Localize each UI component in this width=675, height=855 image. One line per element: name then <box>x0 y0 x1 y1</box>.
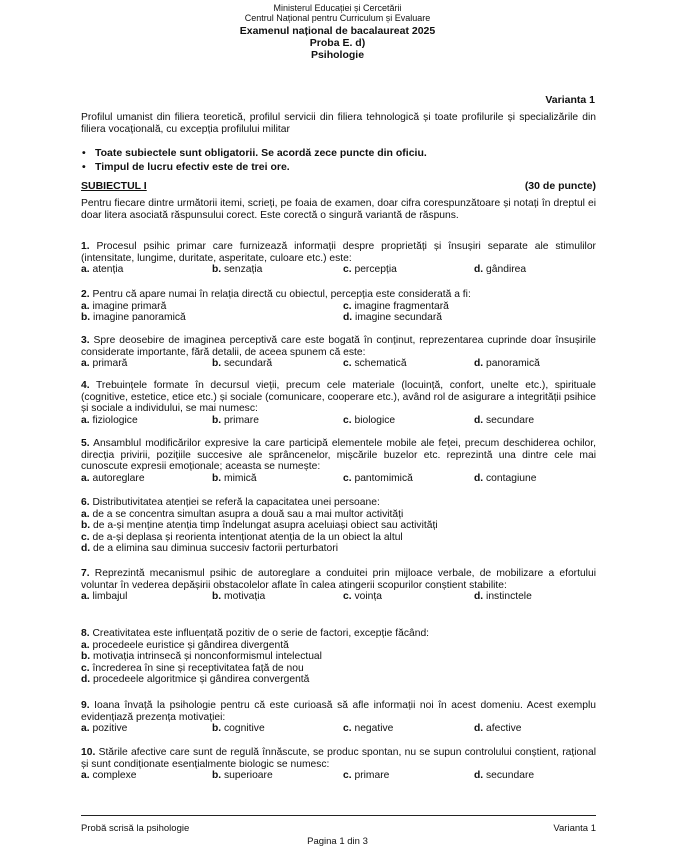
option-letter: c. <box>343 472 352 484</box>
question-text: Creativitatea este influențată pozitiv de o serie de factori, excepție făcând: <box>92 628 430 639</box>
option-c <box>343 301 596 313</box>
question-number: 3. <box>81 335 90 346</box>
option-text: motivația <box>224 591 266 603</box>
option-letter: b. <box>212 770 222 782</box>
option-text: fiziologice <box>92 414 138 426</box>
question-stem <box>81 700 596 723</box>
option-text: motivația intrinsecă și nonconformismul intelectual <box>93 651 322 663</box>
proba-title: Proba E. d) <box>309 37 366 49</box>
option-a <box>81 723 212 735</box>
option-b <box>212 264 343 276</box>
option-text: contagiune <box>486 472 537 484</box>
option-b <box>212 591 343 603</box>
option-text: primare <box>224 414 259 426</box>
option-letter: a. <box>81 264 90 276</box>
option-d <box>474 591 596 603</box>
question-number: 9. <box>81 700 90 711</box>
option-text: pozitive <box>92 723 128 735</box>
question-8 <box>81 628 596 686</box>
question-text: Reprezintă mecanismul psihic de autoreglare a conduitei prin mijloace verbale, de mobilizare a efortului voluntar în vederea depășirii obstacolelor aflate în calea atingerii scopurilor conștient stabilite: <box>81 568 596 591</box>
option-letter: d. <box>474 264 484 276</box>
footer-subject: Probă scrisă la psihologie <box>81 823 190 834</box>
question-4 <box>81 380 596 426</box>
question-number: 6. <box>81 497 90 508</box>
option-d <box>81 543 596 555</box>
option-text: mimică <box>224 472 257 484</box>
option-text: de a se concentra simultan asupra a două sau a mai multor activități <box>92 508 404 520</box>
option-b <box>212 723 343 735</box>
option-a <box>81 415 212 427</box>
option-c <box>81 532 596 544</box>
option-letter: b. <box>212 472 222 484</box>
option-letter: a. <box>81 358 90 370</box>
option-letter: d. <box>343 312 353 324</box>
option-letter: d. <box>81 543 91 555</box>
ministry-name: Ministerul Educației și Cercetării <box>273 3 402 13</box>
option-text: autoreglare <box>92 472 145 484</box>
option-a <box>81 640 596 652</box>
option-letter: b. <box>212 264 222 276</box>
question-1 <box>81 241 596 276</box>
option-text: pantomimică <box>354 472 413 484</box>
option-letter: c. <box>343 414 352 426</box>
option-b <box>81 651 596 663</box>
option-letter: c. <box>81 531 90 543</box>
option-b <box>81 520 596 532</box>
option-d <box>474 770 596 782</box>
question-text: Ioana învață la psihologie pentru că este curioasă să afle informații noi în acest domeniu. Acest exemplu evidențiază prezența motivației: <box>81 700 596 723</box>
option-text: secundare <box>486 414 535 426</box>
option-letter: d. <box>474 414 484 426</box>
option-d <box>81 674 596 686</box>
question-stem <box>81 380 596 415</box>
footer-divider <box>81 815 596 816</box>
option-text: afective <box>486 723 522 735</box>
option-b <box>212 770 343 782</box>
option-text: primară <box>92 358 128 370</box>
option-text: de a-și menține atenția timp îndelungat asupra aceluiași obiect sau activități <box>93 520 438 532</box>
option-text: imagine secundară <box>355 312 443 324</box>
option-c <box>343 415 474 427</box>
question-text: Spre deosebire de imaginea perceptivă care este bogată în conținut, reprezentarea cuprinde doar însușirile considerate importante, fără detalii, de aceea spunem că este: <box>81 335 596 358</box>
question-number: 1. <box>81 241 90 252</box>
option-b <box>212 358 343 370</box>
option-text: încrederea în sine și receptivitatea față de nou <box>92 662 304 674</box>
page-number: Pagina 1 din 3 <box>307 836 368 847</box>
options-row <box>81 473 596 485</box>
option-text: imagine primară <box>92 300 167 312</box>
option-letter: a. <box>81 770 90 782</box>
option-text: procedeele euristice și gândirea divergentă <box>92 639 289 651</box>
option-text: panoramică <box>486 358 540 370</box>
option-a <box>81 301 343 313</box>
option-letter: b. <box>81 651 91 663</box>
question-number: 8. <box>81 628 90 639</box>
option-text: complexe <box>92 770 137 782</box>
option-text: imagine fragmentară <box>354 300 449 312</box>
question-stem <box>81 497 596 509</box>
option-text: secundară <box>224 358 273 370</box>
rules-list <box>81 146 596 174</box>
option-letter: d. <box>474 770 484 782</box>
option-text: secundare <box>486 770 535 782</box>
option-text: negative <box>354 723 394 735</box>
option-b <box>212 415 343 427</box>
option-text: gândirea <box>486 264 527 276</box>
option-letter: b. <box>212 414 222 426</box>
question-number: 7. <box>81 568 90 579</box>
option-text: voința <box>354 591 382 603</box>
option-letter: c. <box>343 264 352 276</box>
question-text: Ansamblul modificărilor expresive la care participă elementele mobile ale feței, precum deschiderea ochilor, direcția privirii, pozițiile succesive ale sprâncenelor, mișcările buzelor etc. reprezintă una dintre cele mai cunoscute expresii emoționale; aceasta se numește: <box>81 438 596 473</box>
option-a <box>81 473 212 485</box>
question-stem <box>81 289 596 301</box>
footer-variant: Varianta 1 <box>553 823 596 834</box>
option-letter: c. <box>81 662 90 674</box>
option-letter: b. <box>81 312 91 324</box>
options-row <box>81 312 596 324</box>
option-d <box>474 723 596 735</box>
question-9 <box>81 700 596 735</box>
option-letter: a. <box>81 300 90 312</box>
section-heading <box>81 180 596 192</box>
option-letter: a. <box>81 472 90 484</box>
question-stem <box>81 628 596 640</box>
option-b <box>212 473 343 485</box>
option-b <box>81 312 343 324</box>
option-letter: c. <box>343 300 352 312</box>
option-d <box>474 358 596 370</box>
question-stem <box>81 241 596 264</box>
option-a <box>81 358 212 370</box>
option-text: de a elimina sau diminua succesiv factorii perturbatori <box>93 543 338 555</box>
question-stem <box>81 747 596 770</box>
variant-label: Varianta 1 <box>545 94 595 106</box>
option-letter: a. <box>81 639 90 651</box>
option-letter: a. <box>81 508 90 520</box>
question-number: 4. <box>81 380 90 391</box>
option-text: procedeele algoritmice și gândirea convergentă <box>93 674 310 686</box>
question-6 <box>81 497 596 555</box>
instructions-text: Pentru fiecare dintre următorii itemi, scrieți, pe foaia de examen, doar cifra corespunzătoare și notați în dreptul ei doar litera asociată răspunsului corect. Este corectă o singură variantă de răspuns. <box>81 198 596 221</box>
options-row <box>81 301 596 313</box>
question-number: 10. <box>81 747 96 758</box>
option-letter: a. <box>81 414 90 426</box>
option-text: primare <box>354 770 390 782</box>
center-name: Centrul Național pentru Curriculum și Evaluare <box>244 13 431 23</box>
option-d <box>474 264 596 276</box>
exam-title: Examenul național de bacalaureat 2025 <box>239 25 436 37</box>
option-letter: b. <box>81 520 91 532</box>
option-c <box>81 663 596 675</box>
question-number: 2. <box>81 289 90 300</box>
option-text: atenția <box>92 264 124 276</box>
rule-item: • Toate subiectele sunt obligatorii. Se acordă zece puncte din oficiu. <box>81 146 596 160</box>
question-10 <box>81 747 596 782</box>
option-text: percepția <box>354 264 397 276</box>
rule-item: • Timpul de lucru efectiv este de trei ore. <box>81 160 596 174</box>
option-a <box>81 264 212 276</box>
option-letter: a. <box>81 723 90 735</box>
option-text: senzația <box>224 264 263 276</box>
option-letter: b. <box>212 358 222 370</box>
option-c <box>343 264 474 276</box>
question-2 <box>81 289 596 324</box>
question-text: Trebuințele formate în decursul vieții, precum cele materiale (locuință, confort, unelte etc.), spirituale (cognitive, estetice, etice etc.) și sociale (comunicare, cooperare etc.), având rol de asigurare a integrității psihice și sociale a individului, se mai numesc: <box>81 380 596 415</box>
question-stem <box>81 438 596 473</box>
section-title: SUBIECTUL I <box>81 180 147 192</box>
options-row <box>81 591 596 603</box>
section-points: (30 de puncte) <box>524 180 596 192</box>
option-text: schematică <box>354 358 407 370</box>
option-letter: c. <box>343 770 352 782</box>
question-number: 5. <box>81 438 90 449</box>
option-letter: d. <box>474 472 484 484</box>
option-a <box>81 509 596 521</box>
option-text: cognitive <box>224 723 265 735</box>
subject-title: Psihologie <box>310 49 365 61</box>
option-text: limbajul <box>92 591 128 603</box>
option-text: instinctele <box>486 591 532 603</box>
question-stem <box>81 568 596 591</box>
option-letter: d. <box>474 591 484 603</box>
option-letter: b. <box>212 723 222 735</box>
option-c <box>343 473 474 485</box>
option-letter: d. <box>474 358 484 370</box>
option-letter: a. <box>81 591 90 603</box>
intro-text: Profilul umanist din filiera teoretică, profilul servicii din filiera tehnologică și toate profilurile și specializările din filiera vocațională, cu excepția profilului militar <box>81 112 596 135</box>
option-letter: c. <box>343 358 352 370</box>
options-row <box>81 723 596 735</box>
option-c <box>343 770 474 782</box>
options-row <box>81 358 596 370</box>
option-a <box>81 591 212 603</box>
option-text: superioare <box>224 770 273 782</box>
options-row <box>81 770 596 782</box>
question-text: Procesul psihic primar care furnizează informații despre proprietăți și însușiri separate ale stimulilor (intensitate, lungime, duritate, asperitate, culoare etc.) este: <box>81 241 596 264</box>
question-7 <box>81 568 596 603</box>
option-d <box>474 473 596 485</box>
option-letter: c. <box>343 723 352 735</box>
option-d <box>474 415 596 427</box>
option-a <box>81 770 212 782</box>
option-letter: d. <box>81 674 91 686</box>
question-stem <box>81 335 596 358</box>
option-c <box>343 591 474 603</box>
options-row <box>81 264 596 276</box>
question-text: Stările afective care sunt de regulă înnăscute, se produc spontan, nu se supun controlului conștient, rațional și sunt condiționate esențialmente biologic se numesc: <box>81 747 596 770</box>
option-text: biologice <box>354 414 396 426</box>
option-c <box>343 723 474 735</box>
question-text: Distributivitatea atenției se referă la capacitatea unei persoane: <box>92 497 380 508</box>
option-letter: c. <box>343 591 352 603</box>
option-letter: b. <box>212 591 222 603</box>
option-c <box>343 358 474 370</box>
option-letter: d. <box>474 723 484 735</box>
options-row <box>81 415 596 427</box>
question-3 <box>81 335 596 370</box>
question-text: Pentru că apare numai în relația directă cu obiectul, percepția este considerată a fi: <box>92 289 471 300</box>
question-5 <box>81 438 596 484</box>
option-d <box>343 312 596 324</box>
option-text: imagine panoramică <box>93 312 186 324</box>
option-text: de a-și deplasa și reorienta intenționat atenția de la un obiect la altul <box>92 531 403 543</box>
